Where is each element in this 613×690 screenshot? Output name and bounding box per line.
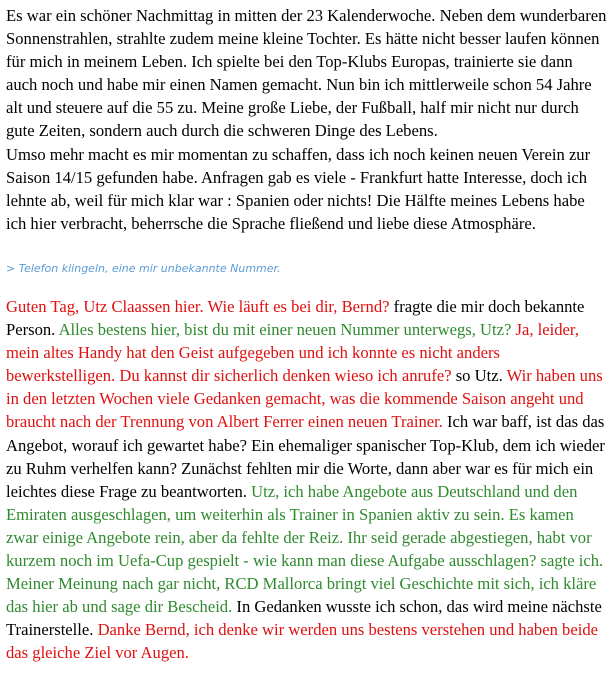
dialogue-utz-2: Ja, leider, mein altes Handy hat den Geist aufgegeben und ich konnte es nicht anders bewerkstelligen. Du kannst dir sicherlich denken wieso ich anrufe? (6, 320, 579, 386)
dialogue-utz-3: Wir haben uns in den letzten Wochen viele Gedanken gemacht, was die kommende Saison angeht und braucht nach der Trennung von Albert Ferrer einen neuen Trainer. (6, 366, 603, 432)
dialogue-utz-4: Danke Bernd, ich denke wir werden uns bestens verstehen und haben beide das gleiche Ziel vor Augen. (6, 620, 598, 663)
narration-4: In Gedanken wusste ich schon, das wird meine nächste Trainerstelle. (6, 597, 602, 640)
narration-3: Ich war baff, ist das das Angebot, worauf ich gewartet habe? Ein ehemaliger spanischer Top-Klub, dem ich wieder zu Ruhm verhelfen kann? Zunächst fehlten mir die Worte, dann aber war es für mich ein leichtes diese Frage zu beantworten. (6, 412, 605, 501)
intro-paragraph-2: Umso mehr macht es mir momentan zu schaffen, dass ich noch keinen neuen Verein zur Saison 14/15 gefunden habe. Anfragen gab es viele - Frankfurt hatte Interesse, doch ich lehnte ab, weil für mich klar war : Spanien oder nichts! Die Hälfte meines Lebens habe ich hier verbracht, beherrsche die Sprache fließend und liebe diese Atmosphäre. (6, 144, 591, 233)
narration-2: so Utz. (451, 366, 507, 386)
stage-direction: > Telefon klingeln, eine mir unbekannte Nummer. (6, 261, 281, 275)
narration-1: fragte die mir doch bekannte Person. (6, 296, 585, 340)
intro-paragraph-1: Es war ein schöner Nachmittag in mitten der 23 Kalenderwoche. Neben dem wunderbaren Sonnenstrahlen, strahlte zudem meine kleine Tochter. Es hätte nicht besser laufen können für mich in meinem Leben. Ich spielte bei den Top-Klubs Europas, trainierte sie dann auch noch und habe mir einen Namen gemacht. Nun bin ich mittlerweile schon 54 Jahre alt und steuere auf die 55 zu. Meine große Liebe, der Fußball, half mir nicht nur durch gute Zeiten, sondern auch durch die schweren Dinge des Lebens. (6, 6, 607, 141)
dialogue-bernd-1: Alles bestens hier, bist du mit einer neuen Nummer unterwegs, Utz? (58, 320, 512, 340)
dialogue-bernd-2: Utz, ich habe Angebote aus Deutschland und den Emiraten ausgeschlagen, um weiterhin als Trainer in Spanien aktiv zu sein. Es kamen zwar einige Angebote rein, aber da fehlte der Reiz. Ihr seid gerade abgestiegen, habt vor kurzem noch im Uefa-Cup gespielt - wie kann man diese Aufgabe ausschlagen? sagte ich. Meiner Meinung nach gar nicht, RCD Mallorca bringt viel Geschichte mit sich, ich kläre das hier ab und sage dir Bescheid. (6, 481, 604, 617)
dialogue-utz-1: Guten Tag, Utz Claassen hier. Wie läuft es bei dir, Bernd? (6, 296, 390, 316)
dialogue-paragraph (6, 295, 607, 665)
